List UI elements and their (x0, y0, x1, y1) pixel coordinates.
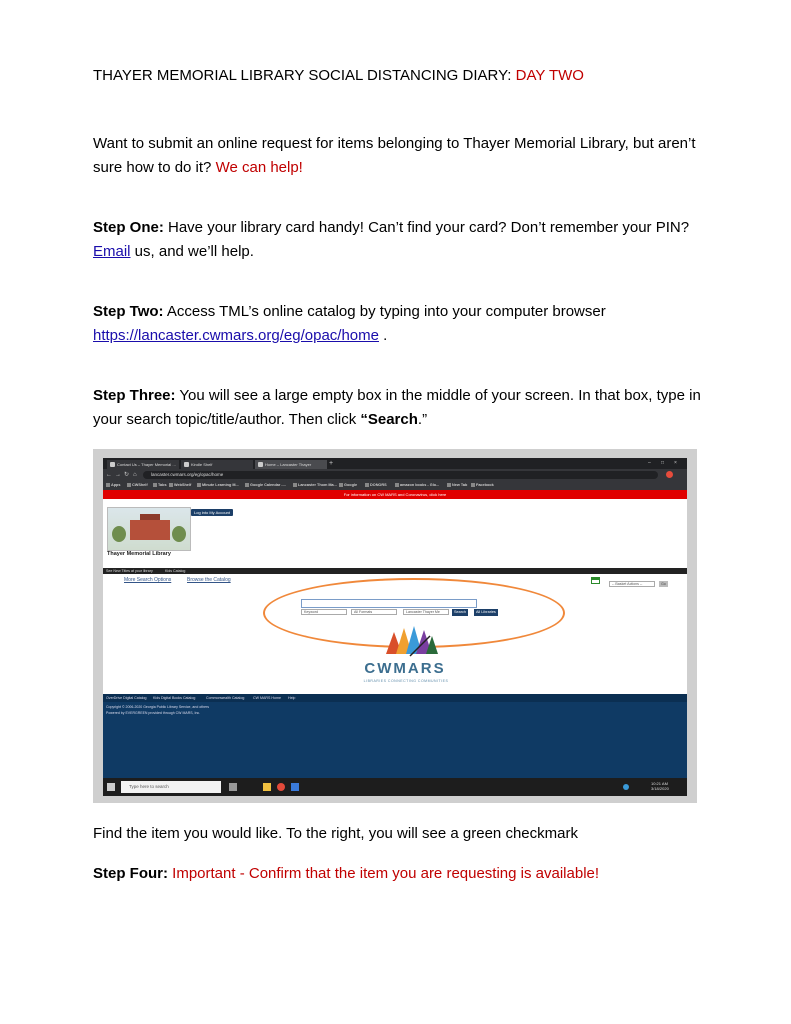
bookmark-item[interactable]: Apps (106, 481, 121, 490)
format-select[interactable]: All Formats (351, 609, 397, 615)
bookmark-item[interactable]: Lancaster Thom Ma... (293, 481, 337, 490)
library-name: Thayer Memorial Library (107, 551, 171, 557)
step-three-label: Step Three: (93, 387, 176, 404)
step-one-label: Step One: (93, 219, 164, 236)
bookmark-item[interactable]: New Tab (447, 481, 467, 490)
footer-link[interactable]: Kids Digital Books Catalog (153, 696, 196, 700)
library-building-image (107, 507, 191, 551)
step-four-paragraph (93, 862, 713, 886)
bookmark-item[interactable]: Tabs (153, 481, 167, 490)
footer-link[interactable]: CW MARS Home (253, 696, 281, 700)
copyright-line: Copyright © 2006-2020 Georgia Public Library Service, and others (106, 705, 209, 709)
browse-catalog-link[interactable]: Browse the Catalog (187, 577, 231, 583)
tray-icon[interactable] (623, 784, 629, 790)
powered-by-line: Powered by EVERGREEN provided through CW MARS, Inc. (106, 711, 201, 715)
favicon-icon (258, 462, 263, 467)
step-three-quote-open: “ (360, 411, 368, 428)
profile-avatar[interactable] (666, 471, 673, 478)
chrome-icon[interactable] (277, 783, 285, 791)
kids-catalog-link[interactable]: Kids Catalog (165, 569, 186, 573)
windows-start-icon[interactable] (107, 783, 115, 791)
step-one-paragraph (93, 216, 713, 264)
favicon-icon (110, 462, 115, 467)
taskbar-app-icon[interactable] (291, 783, 299, 791)
find-item-paragraph: Find the item you would like. To the right, you will see a green checkmark (93, 825, 578, 842)
intro-text: Want to submit an online request for items belonging to Thayer Memorial Library, but aren’t sure how to do it? (93, 135, 696, 176)
file-explorer-icon[interactable] (263, 783, 271, 791)
minimize-icon[interactable]: – (648, 460, 651, 466)
bookmark-item[interactable]: Facebook (471, 481, 494, 490)
library-select[interactable]: Lancaster Thayer Me (403, 609, 449, 615)
title-highlight: DAY TWO (515, 67, 584, 84)
step-four-label: Step Four: (93, 865, 168, 882)
intro-paragraph (93, 132, 713, 180)
maximize-icon[interactable]: □ (661, 460, 665, 466)
search-button[interactable]: Search (454, 610, 467, 614)
more-search-options-link[interactable]: More Search Options (124, 577, 172, 583)
step-three-text-a: You will see a large empty box in the middle of your screen. In that box, type in your search topic/title/author. Then click (93, 387, 701, 428)
step-four-highlight: Important - Confirm that the item you are requesting is available! (168, 865, 600, 882)
back-icon[interactable]: ← (106, 472, 112, 478)
footer-link[interactable]: Commonwealth Catalog (206, 696, 245, 700)
browser-tab-active[interactable]: Home – Lancaster Thayer (255, 460, 327, 469)
cwmars-logo-icon (380, 622, 440, 658)
document-title (93, 64, 713, 88)
new-tab-icon[interactable]: + (329, 460, 334, 467)
go-button[interactable]: Go (659, 581, 668, 587)
taskbar-search[interactable]: Type here to search (121, 781, 221, 793)
bookmark-item[interactable]: Minute Learning M... (197, 481, 239, 490)
home-icon[interactable]: ⌂ (133, 472, 137, 478)
footer-link[interactable]: OverDrive Digital Catalog (106, 696, 147, 700)
search-type-select[interactable]: Keyword (301, 609, 347, 615)
cwmars-tagline: LIBRARIES CONNECTING COMMUNITIES (363, 679, 449, 683)
catalog-screenshot (93, 449, 697, 803)
reload-icon[interactable]: ↻ (124, 472, 130, 478)
step-two-label: Step Two: (93, 303, 164, 320)
step-one-text-b: us, and we’ll help. (130, 243, 254, 260)
bookmark-item[interactable]: CWShelf (127, 481, 148, 490)
bookmark-item[interactable]: Google Calendar -... (245, 481, 286, 490)
browser-window (103, 458, 687, 796)
step-three-text-b: .” (417, 411, 428, 428)
address-bar-row (103, 469, 687, 481)
catalog-navbar (103, 568, 687, 574)
bookmark-item[interactable]: WebShelf (169, 481, 191, 490)
bookmark-item[interactable]: Google (339, 481, 357, 490)
forward-icon[interactable]: → (115, 472, 121, 478)
title-prefix: THAYER MEMORIAL LIBRARY SOCIAL DISTANCING DIARY: (93, 67, 516, 84)
email-link[interactable]: Email (93, 243, 131, 260)
basket-actions-select[interactable]: -- Basket Actions -- (609, 581, 655, 587)
favicon-icon (184, 462, 189, 467)
intro-highlight: We can help! (215, 159, 303, 176)
footer-link[interactable]: Help (288, 696, 296, 700)
login-button[interactable]: Log into My Account (191, 509, 233, 516)
step-two-paragraph (93, 300, 713, 348)
new-titles-link[interactable]: See New Titles at your library (106, 569, 153, 573)
alert-banner[interactable]: For information on CW MARS and Coronavirus, click here (103, 490, 687, 499)
browser-tab[interactable]: Kindle Shelf (181, 460, 253, 469)
taskbar-clock[interactable]: 10:21 AM 3/18/2020 (651, 781, 669, 791)
footer-links (103, 694, 687, 702)
catalog-footer (103, 694, 687, 778)
all-libraries-button[interactable]: All Libraries (476, 610, 496, 614)
bookmarks-bar (103, 481, 687, 490)
basket-icon[interactable] (591, 577, 600, 584)
browser-tab-strip (103, 458, 687, 469)
step-two-text-b: . (378, 327, 388, 344)
bookmark-item[interactable]: amazon books - Glo... (395, 481, 439, 490)
catalog-link[interactable]: https://lancaster.cwmars.org/eg/opac/home (93, 327, 379, 344)
step-three-paragraph (93, 384, 713, 432)
step-two-text-a: Access TML’s online catalog by typing into your computer browser (163, 303, 606, 320)
address-bar[interactable]: lancaster.cwmars.org/eg/opac/home (143, 471, 658, 479)
browser-tab[interactable]: Contact Us – Thayer Memorial … (107, 460, 179, 469)
close-icon[interactable]: × (674, 460, 677, 466)
cwmars-logo-text: CWMARS (364, 660, 446, 677)
step-one-text-a: Have your library card handy! Can’t find your card? Don’t remember your PIN? (163, 219, 690, 236)
task-view-icon[interactable] (229, 783, 237, 791)
step-three-bold: Search (367, 411, 418, 428)
windows-taskbar (103, 778, 687, 796)
bookmark-item[interactable]: DONORS (365, 481, 387, 490)
